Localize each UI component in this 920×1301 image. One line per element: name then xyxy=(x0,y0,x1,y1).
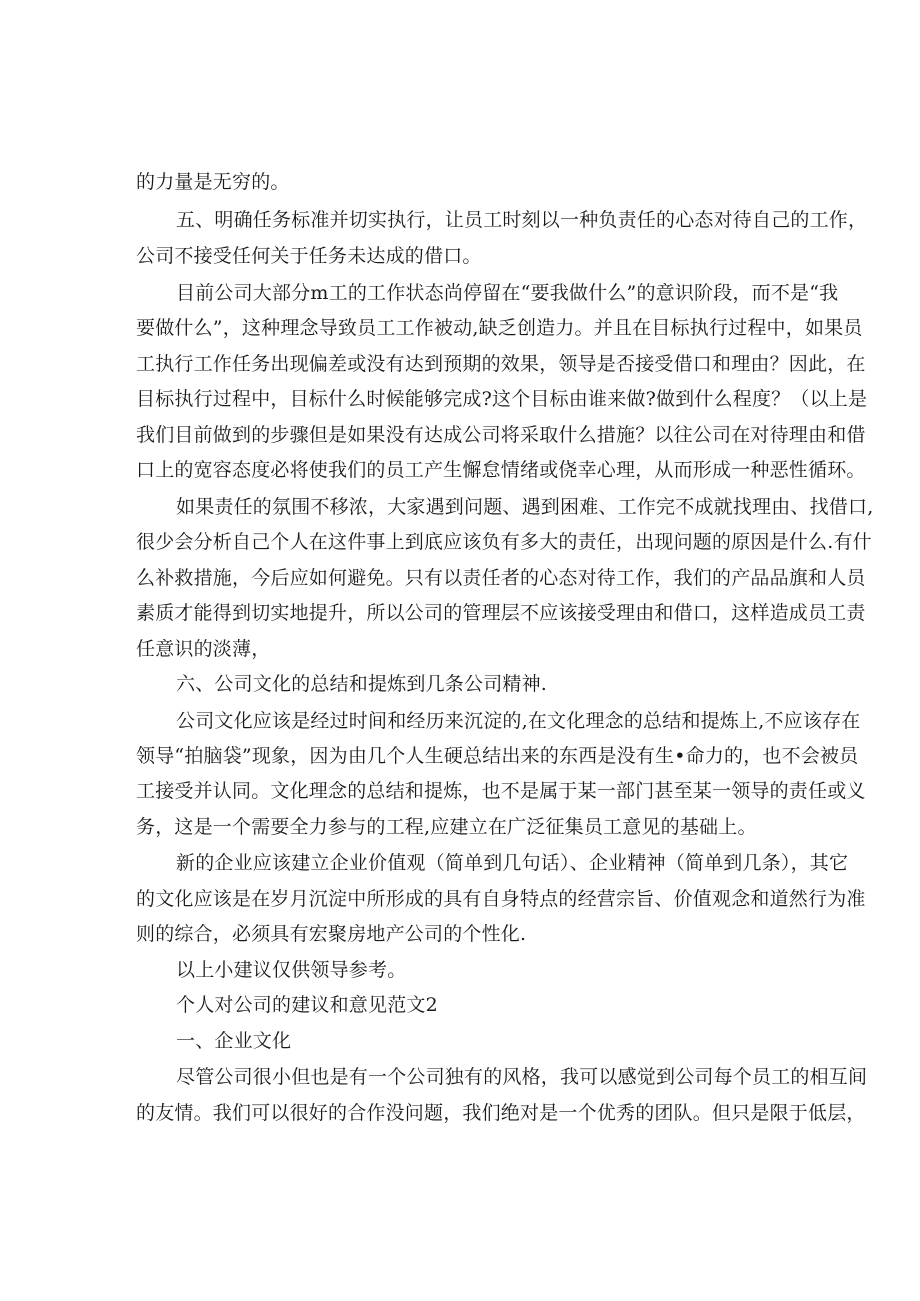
paragraph-start: 以上小建议仅供领导参考。 xyxy=(176,959,407,981)
paragraph-start: 新的企业应该建立企业价值观（简单到几句话）、企业精神（简单到几条），其它 xyxy=(176,852,849,874)
section-heading: 五、明确任务标准并切实执行，让员工时刻以一种负责任的心态对待自己的工作， xyxy=(176,209,868,231)
paragraph-start: 尽管公司很小但也是有一个公司独有的风格，我可以感觉到公司每个员工的相互间 xyxy=(176,1066,868,1088)
text-line: 很少会分析自己个人在这件事上到底应该负有多大的责任，出现问题的原因是什么.有什 xyxy=(136,531,872,553)
section-heading: 六、公司文化的总结和提炼到几条公司精神. xyxy=(176,673,548,695)
paragraph-start: 目前公司大部分m工的工作状态尚停留在“要我做什么”的意识阶段，而不是“我 xyxy=(176,282,839,304)
text-line: 务，这是一个需要全力参与的工程,应建立在广泛征集员工意见的基础上。 xyxy=(136,816,757,838)
text-line: 目标执行过程中，目标什么时候能够完成?这个目标由谁来做?做到什么程度？（以上是 xyxy=(136,388,868,410)
text-line: 则的综合，必须具有宏聚房地产公司的个性化. xyxy=(136,923,527,945)
text-line: 的文化应该是在岁月沉淀中所形成的具有自身特点的经营宗旨、价值观念和道然行为准 xyxy=(136,888,866,910)
text-line: 口上的宽容态度必将使我们的员工产生懈怠情绪或侥幸心理，从而形成一种恶性循环。 xyxy=(136,459,866,481)
paragraph-start: 公司文化应该是经过时间和经历来沉淀的,在文化理念的总结和提炼上,不应该存在 xyxy=(176,710,861,732)
text-line: 素质才能得到切实地提升，所以公司的管理层不应该接受理由和借口，这样造成员工责 xyxy=(136,602,866,624)
text-line: 任意识的淡薄， xyxy=(136,638,271,660)
text-line: 工执行工作任务出现偏差或没有达到预期的效果，领导是否接受借口和理由？因此，在 xyxy=(136,353,866,375)
text-line: 么补救措施，今后应如何避免。只有以责任者的心态对待工作，我们的产品品旗和人员 xyxy=(136,567,866,589)
text-line: 的力量是无穷的。 xyxy=(136,171,290,193)
text-line: 公司不接受任何关于任务未达成的借口。 xyxy=(136,245,482,267)
text-line: 的友情。我们可以很好的合作没问题，我们绝对是一个优秀的团队。但只是限于低层， xyxy=(136,1102,866,1124)
text-line: 领导“拍脑袋”现象，因为由几个人生硬总结出来的东西是没有生•命力的，也不会被员 xyxy=(136,745,859,767)
document-subtitle: 个人对公司的建议和意见范文2 xyxy=(176,994,438,1016)
section-heading: 一、企业文化 xyxy=(176,1030,292,1052)
text-line: 我们目前做到的步骤但是如果没有达成公司将采取什么措施？以往公司在对待理由和借 xyxy=(136,424,866,446)
paragraph-start: 如果责任的氛围不移浓，大家遇到问题、遇到困难、工作完不成就找理由、找借口, xyxy=(176,496,874,518)
text-line: 要做什么”，这种理念导致员工工作被动,缺乏创造力。并且在目标执行过程中，如果员 xyxy=(136,317,863,339)
text-line: 工接受并认同。文化理念的总结和提炼，也不是属于某一部门甚至某一领导的责任或义 xyxy=(136,780,866,802)
